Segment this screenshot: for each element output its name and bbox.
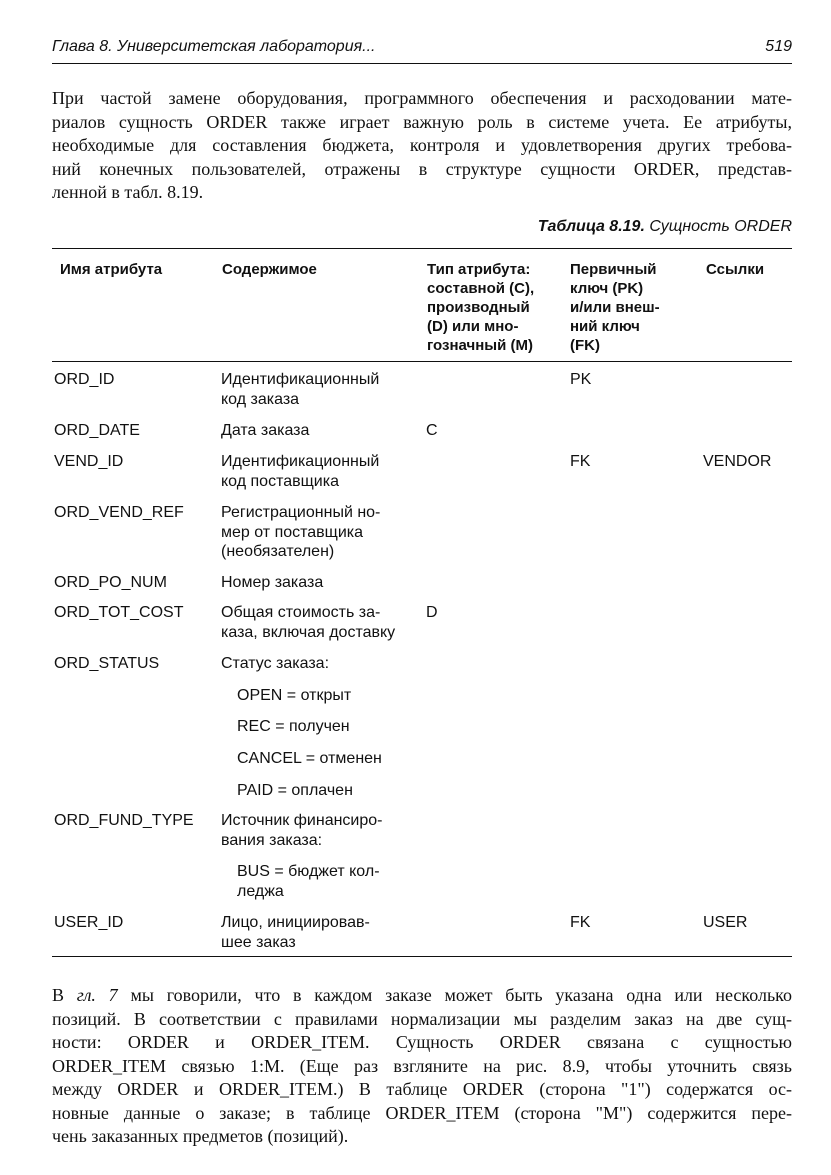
content-line: OPEN = открыт [237, 687, 352, 704]
chapter-title: Глава 8. Университетская лаборатория... [52, 38, 376, 55]
row-content [221, 573, 323, 593]
header-line: производный [427, 299, 530, 316]
content-line: Идентификационный [221, 453, 380, 470]
header-attribute-name [60, 260, 162, 279]
paragraph-line: необходимые для составления бюджета, контроля и удовлетворения других требова- [52, 135, 792, 155]
table-caption-label: Таблица 8.19. [537, 218, 645, 235]
header-rule [52, 63, 792, 64]
content-line: Источник финансиро- [221, 812, 383, 829]
table-caption [538, 218, 792, 236]
row-attribute-type: C [426, 422, 438, 439]
closing-paragraph [52, 984, 792, 1149]
intro-paragraph [52, 87, 792, 205]
paragraph-line: позиций. В соответствии с правилами нормализации мы разделим заказ на две сущ- [52, 1008, 792, 1029]
content-line: Регистрационный но- [221, 504, 381, 521]
row-key: FK [570, 453, 591, 470]
row-content [221, 913, 370, 952]
row-key: PK [570, 371, 592, 388]
paragraph-line: ний конечных пользователей, отражены в структуре сущности ORDER, представ- [52, 158, 792, 179]
header-line: Тип атрибута: [427, 261, 531, 278]
row-content [221, 654, 329, 674]
table-bottom-rule [52, 956, 792, 957]
content-line: REC = получен [237, 718, 350, 735]
row-attribute-name: ORD_ID [54, 371, 115, 388]
text-run: В [52, 985, 77, 1005]
paragraph-line: ленной в табл. 8.19. [52, 182, 204, 202]
row-content [237, 686, 351, 706]
chapter-reference: гл. 7 [76, 985, 118, 1005]
header-references [706, 260, 764, 279]
row-content [221, 503, 380, 562]
header-line: ключ (PK) [570, 280, 644, 297]
content-line: Номер заказа [221, 574, 324, 591]
row-attribute-name: ORD_TOT_COST [54, 604, 184, 621]
content-line: мер от поставщика [221, 523, 364, 541]
content-line: BUS = бюджет кол- [237, 863, 380, 880]
row-content [237, 781, 353, 801]
content-line: CANCEL = отменен [237, 750, 382, 767]
header-content [222, 260, 317, 279]
content-line: Общая стоимость за- [221, 604, 381, 621]
row-attribute-name: ORD_STATUS [54, 655, 160, 672]
header-key [570, 260, 660, 355]
content-line: леджа [237, 882, 284, 900]
row-attribute-name: ORD_FUND_TYPE [54, 812, 194, 829]
header-line: ний ключ [570, 318, 640, 335]
row-attribute-name: USER_ID [54, 914, 124, 931]
header-line: Содержимое [222, 261, 317, 278]
row-attribute-type: D [426, 604, 438, 621]
table-header-rule [52, 361, 792, 362]
row-content [221, 811, 382, 850]
row-content [221, 452, 379, 491]
table-caption-text: Сущность ORDER [644, 218, 792, 235]
header-line: составной (С), [427, 280, 535, 297]
header-line: (D) или мно- [427, 318, 519, 335]
row-content [221, 370, 379, 409]
content-line: вания заказа: [221, 831, 323, 849]
header-line: Ссылки [706, 261, 765, 278]
paragraph-line: ORDER_ITEM связью 1:М. (Еще раз взгляните на рис. 8.9, чтобы уточнить связь [52, 1055, 792, 1076]
content-line: код поставщика [221, 472, 339, 490]
paragraph-line [52, 984, 792, 1008]
content-line: шее заказ [221, 933, 296, 951]
row-attribute-name: VEND_ID [54, 453, 124, 470]
header-line: Имя атрибута [60, 261, 163, 278]
page-number: 519 [765, 38, 792, 55]
content-line: Дата заказа [221, 422, 310, 439]
row-key: FK [570, 914, 591, 931]
row-content [237, 717, 350, 737]
row-content [237, 862, 380, 901]
content-line: Идентификационный [221, 371, 380, 388]
header-attribute-type [427, 260, 534, 355]
row-content [221, 421, 309, 441]
content-line: каза, включая доставку [221, 623, 396, 641]
content-line: PAID = оплачен [237, 782, 353, 799]
paragraph-line: риалов сущность ORDER также играет важную роль в системе учета. Ее атрибуты, [52, 111, 792, 132]
paragraph-line: чень заказанных предметов (позиций). [52, 1126, 349, 1146]
table-top-rule [52, 248, 792, 249]
header-line: Первичный [570, 261, 657, 278]
content-line: Статус заказа: [221, 655, 330, 672]
row-reference: VENDOR [703, 453, 772, 470]
running-header [52, 36, 792, 60]
header-line: и/или внеш- [570, 299, 660, 316]
text-run: мы говорили, что в каждом заказе может быть указана одна или несколько [117, 985, 793, 1005]
row-attribute-name: ORD_DATE [54, 422, 140, 439]
row-content [237, 749, 382, 769]
row-content [221, 603, 395, 642]
content-line: Лицо, инициировав- [221, 914, 370, 931]
header-line: (FK) [570, 337, 600, 354]
row-reference: USER [703, 914, 748, 931]
paragraph-line: новные данные о заказе; в таблице ORDER_ITEM (сторона "М") содержится пере- [52, 1102, 792, 1123]
content-line: код заказа [221, 390, 300, 408]
header-line: гозначный (М) [427, 337, 533, 354]
paragraph-line: между ORDER и ORDER_ITEM.) В таблице ORDER (сторона "1") содержатся ос- [52, 1079, 792, 1099]
paragraph-line: ности: ORDER и ORDER_ITEM. Сущность ORDER связана с сущностью [52, 1032, 792, 1052]
content-line: (необязателен) [221, 543, 335, 560]
paragraph-line: При частой замене оборудования, программного обеспечения и расходовании мате- [52, 88, 792, 108]
row-attribute-name: ORD_PO_NUM [54, 574, 167, 591]
row-attribute-name: ORD_VEND_REF [54, 504, 184, 521]
